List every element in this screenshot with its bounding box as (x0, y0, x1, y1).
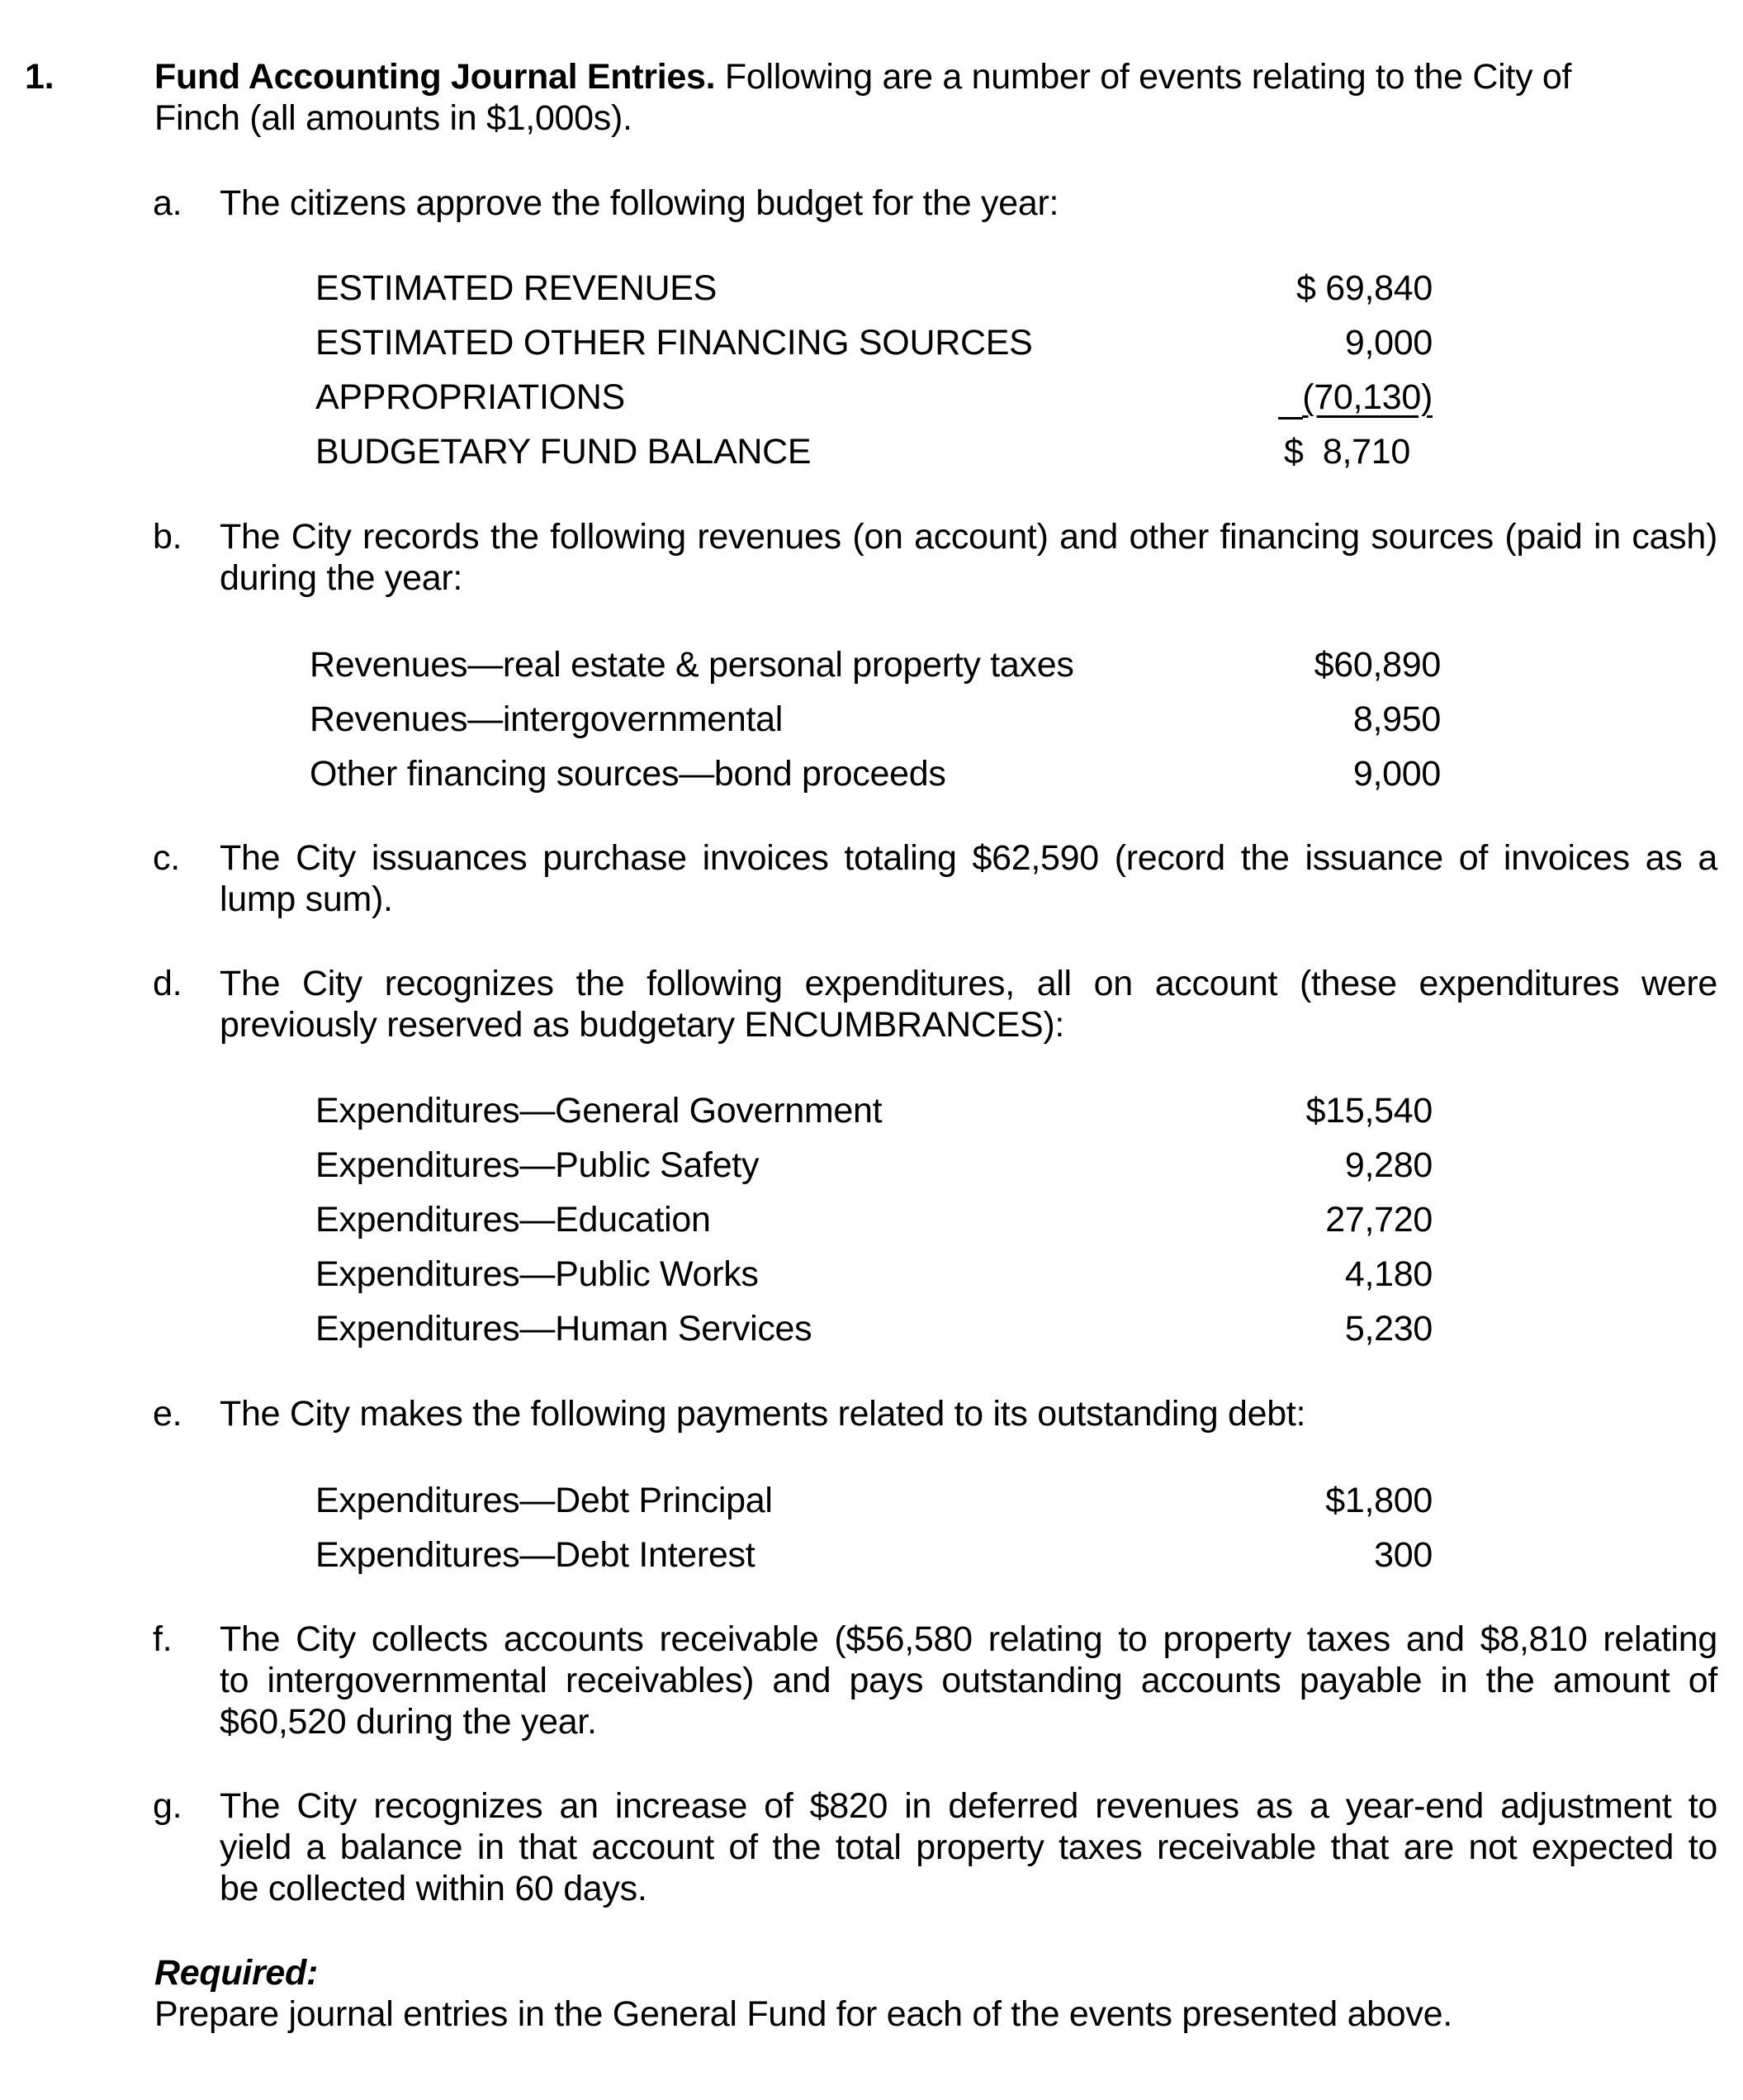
item-c-line: lump sum). (220, 879, 393, 919)
item-d-line: previously reserved as budgetary ENCUMBRANCES): (220, 1005, 1065, 1045)
revenue-amount: 8,950 (1352, 699, 1441, 739)
expenditure-label: Expenditures—Education (315, 1200, 711, 1240)
item-f-line: The City collects accounts receivable ($56,580 relating to property taxes and $8,810 relating (220, 1619, 1717, 1659)
required-text: Prepare journal entries in the General Fund for each of the events presented above. (154, 1994, 1452, 2034)
item-b-line: during the year: (220, 558, 462, 598)
item-b-letter: b. (153, 517, 182, 557)
item-d-line: The City recognizes the following expenditures, all on account (these expenditures were (220, 964, 1717, 1003)
revenue-label: Revenues—intergovernmental (310, 699, 784, 739)
budget-label: APPROPRIATIONS (315, 377, 625, 417)
budget-label: ESTIMATED REVENUES (315, 268, 717, 308)
item-g-text (220, 1785, 1717, 1909)
problem-intro-text: Following are a number of events relating to the City of (724, 57, 1572, 97)
item-f-line: to intergovernmental receivables) and pays outstanding accounts payable in the amount of (220, 1661, 1717, 1700)
revenue-label: Other financing sources—bond proceeds (310, 754, 946, 794)
expenditure-label: Expenditures—Human Services (315, 1309, 812, 1349)
item-b-line: The City records the following revenues (on account) and other financing sources (paid in cash) (220, 517, 1717, 557)
item-a-letter: a. (153, 183, 182, 223)
budget-amount: (70,130) (1302, 377, 1433, 417)
item-b-text (220, 516, 1717, 599)
revenue-label: Revenues—real estate & personal property taxes (310, 645, 1074, 685)
budget-amount: $ 8,710 (1284, 432, 1411, 472)
debt-label: Expenditures—Debt Interest (315, 1535, 755, 1575)
expenditure-amount: 4,180 (1344, 1254, 1433, 1294)
expenditure-amount: $15,540 (1305, 1091, 1433, 1131)
expenditure-amount: 5,230 (1344, 1309, 1433, 1349)
item-f-letter: f. (153, 1619, 173, 1659)
budget-underline (1278, 417, 1303, 420)
expenditure-label: Expenditures—Public Works (315, 1254, 759, 1294)
item-e-letter: e. (153, 1394, 182, 1434)
problem-number: 1. (25, 57, 54, 97)
problem-intro-line1 (154, 56, 1571, 97)
revenue-amount: 9,000 (1352, 754, 1441, 794)
item-c-text (220, 837, 1717, 920)
revenue-amount: $60,890 (1314, 645, 1441, 685)
item-c-line: The City issuances purchase invoices totaling $62,590 (record the issuance of invoices as a (220, 838, 1717, 878)
debt-label: Expenditures—Debt Principal (315, 1481, 773, 1520)
expenditure-amount: 27,720 (1325, 1200, 1433, 1240)
budget-label: BUDGETARY FUND BALANCE (315, 432, 812, 472)
item-e-text: The City makes the following payments related to its outstanding debt: (220, 1394, 1306, 1434)
budget-amount: 9,000 (1344, 323, 1433, 363)
problem-intro-line2: Finch (all amounts in $1,000s). (154, 98, 632, 138)
required-heading: Required: (154, 1953, 318, 1993)
item-g-line: yield a balance in that account of the total property taxes receivable that are not expected to (220, 1827, 1717, 1867)
item-g-line: The City recognizes an increase of $820 in deferred revenues as a year-end adjustment to (220, 1786, 1717, 1826)
budget-amount: $ 69,840 (1296, 268, 1433, 308)
item-c-letter: c. (153, 838, 180, 878)
debt-amount: 300 (1374, 1535, 1433, 1575)
expenditure-amount: 9,280 (1344, 1145, 1433, 1185)
item-a-text: The citizens approve the following budget for the year: (220, 183, 1059, 223)
item-f-text (220, 1619, 1717, 1742)
problem-title: Fund Accounting Journal Entries. (154, 57, 716, 97)
budget-label: ESTIMATED OTHER FINANCING SOURCES (315, 323, 1033, 363)
item-g-letter: g. (153, 1786, 182, 1826)
expenditure-label: Expenditures—Public Safety (315, 1145, 760, 1185)
item-g-line: be collected within 60 days. (220, 1869, 647, 1908)
debt-amount: $1,800 (1325, 1481, 1433, 1520)
expenditure-label: Expenditures—General Government (315, 1091, 883, 1131)
item-d-letter: d. (153, 964, 182, 1003)
item-f-line: $60,520 during the year. (220, 1702, 597, 1742)
item-d-text (220, 963, 1717, 1045)
